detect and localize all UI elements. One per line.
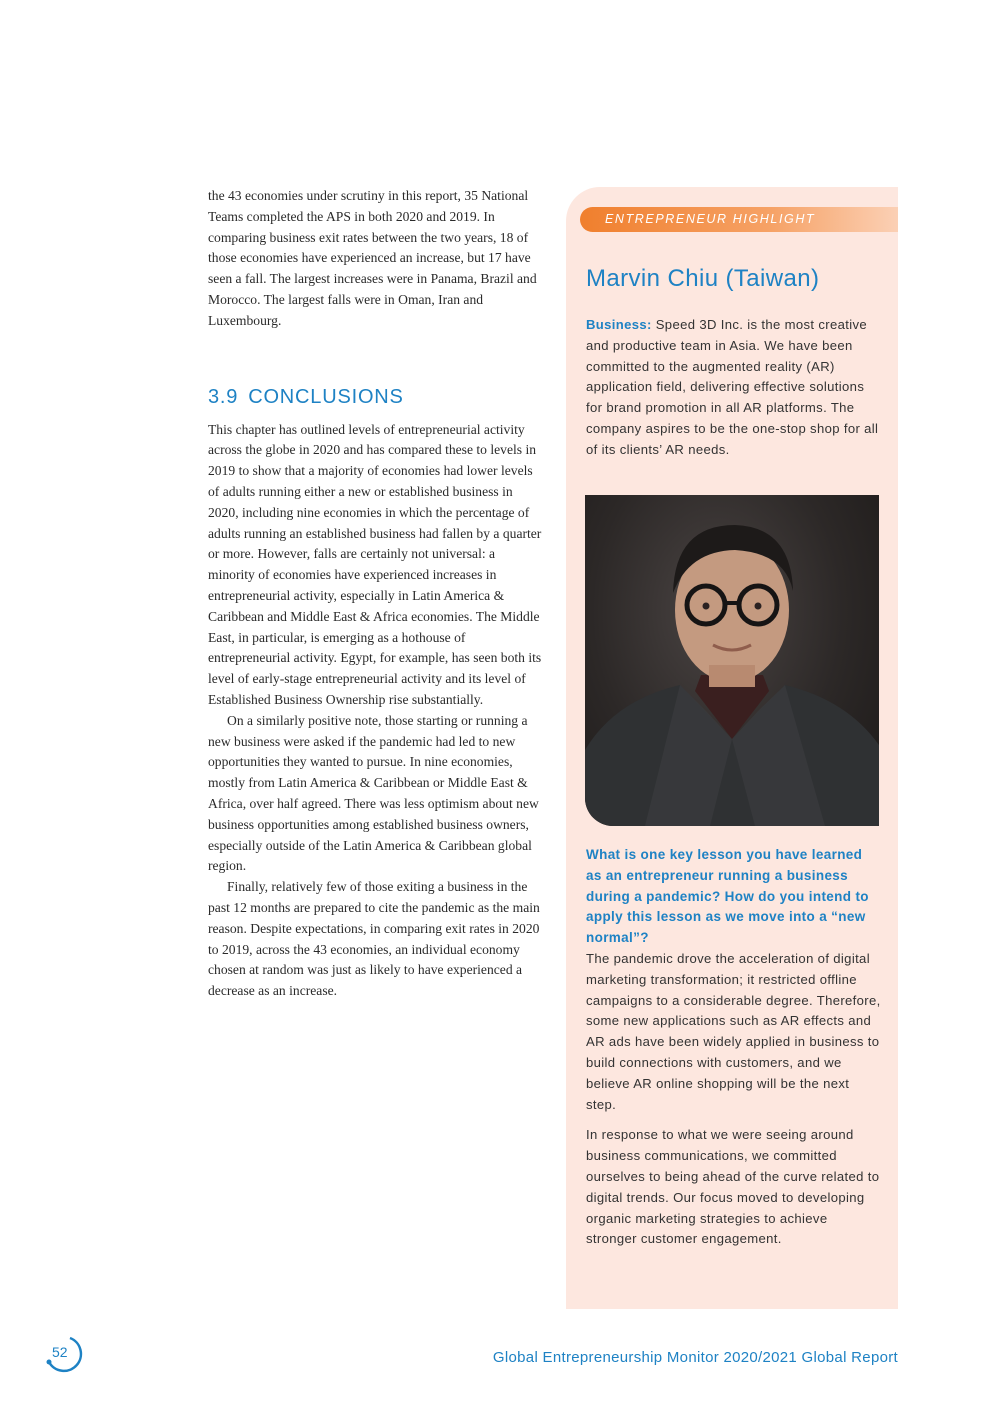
profile-name: Marvin Chiu (Taiwan) — [586, 265, 820, 292]
portrait-photo — [585, 495, 879, 826]
body-paragraph: On a similarly positive note, those starting or running a new business were asked if the pandemic had led to new opportunities they wanted to pursue. In nine economies, mostly from Latin America & Caribbean or Middle East & Africa, over half agreed. There was less optimism about new business opportunities among established business owners, especially outside of the Latin America & Caribbean global region. — [208, 712, 539, 874]
answer-paragraph: In response to what we were seeing around business communications, we committed ourselves to being ahead of the curve related to digital trends. Our focus moved to developing organic marketing strategies to achieve stronger customer engagement. — [586, 1127, 880, 1247]
section-heading — [208, 384, 543, 410]
section-number: 3.9 — [208, 385, 239, 408]
answer-paragraph: The pandemic drove the acceleration of digital marketing transformation; it restricted offline campaigns to a considerable degree. Therefore, some new applications such as AR effects and AR ads have been widely applied in business to build connections with customers, and we believe AR online shopping will be the next step. — [586, 951, 881, 1112]
business-description — [586, 315, 882, 461]
intro-paragraph: the 43 economies under scrutiny in this report, 35 National Teams completed the APS in both 2020 and 2019. In comparing business exit rates between the two years, 18 of those economies have experienced an increase, but 17 have seen a fall. The largest increases were in Panama, Brazil and Morocco. The largest falls were in Oman, Iran and Luxembourg. — [208, 188, 537, 328]
interview-question: What is one key lesson you have learned as an entrepreneur running a business during a pandemic? How do you intend to apply this lesson as we move into a “new normal”? — [586, 847, 869, 946]
business-text: Speed 3D Inc. is the most creative and productive team in Asia. We have been committed to the augmented reality (AR) application field, delivering effective solutions for brand promotion in all AR platforms. The company aspires to be the one-stop shop for all of its clients’ AR needs. — [586, 317, 879, 457]
section-title: CONCLUSIONS — [248, 385, 404, 408]
portrait-illustration — [585, 495, 879, 826]
main-column — [208, 186, 543, 1002]
business-label: Business: — [586, 317, 652, 332]
entrepreneur-highlight-sidebar — [566, 187, 898, 1309]
page-number: 52 — [52, 1344, 68, 1360]
body-paragraph: This chapter has outlined levels of entrepreneurial activity across the globe in 2020 and has compared these to levels in 2019 to show that a majority of economies had lower levels of adults running either a new or established business in 2020, including nine economies in which the percentage of adults running an established business had fallen by a quarter or more. However, falls are certainly not universal: a minority of economies have experienced increases in entrepreneurial activity, especially in Latin America & Caribbean and Middle East & Africa economies. The Middle East, in particular, is emerging as a hothouse of entrepreneurial activity. Egypt, for example, has seen both its level of early-stage entrepreneurial activity and its level of Established Business Ownership rise substantially. — [208, 421, 542, 707]
footer-report-title: Global Entrepreneurship Monitor 2020/2021 Global Report — [492, 1349, 898, 1366]
highlight-tag: ENTREPRENEUR HIGHLIGHT — [580, 207, 898, 232]
body-paragraph: Finally, relatively few of those exiting a business in the past 12 months are prepared to cite the pandemic as the main reason. Despite expectations, in comparing exit rates in 2020 to 2019, across the 43 economies, an individual economy chosen at random was just as likely to have experienced a decrease as an increase. — [208, 879, 540, 999]
interview-answer — [586, 949, 882, 1250]
